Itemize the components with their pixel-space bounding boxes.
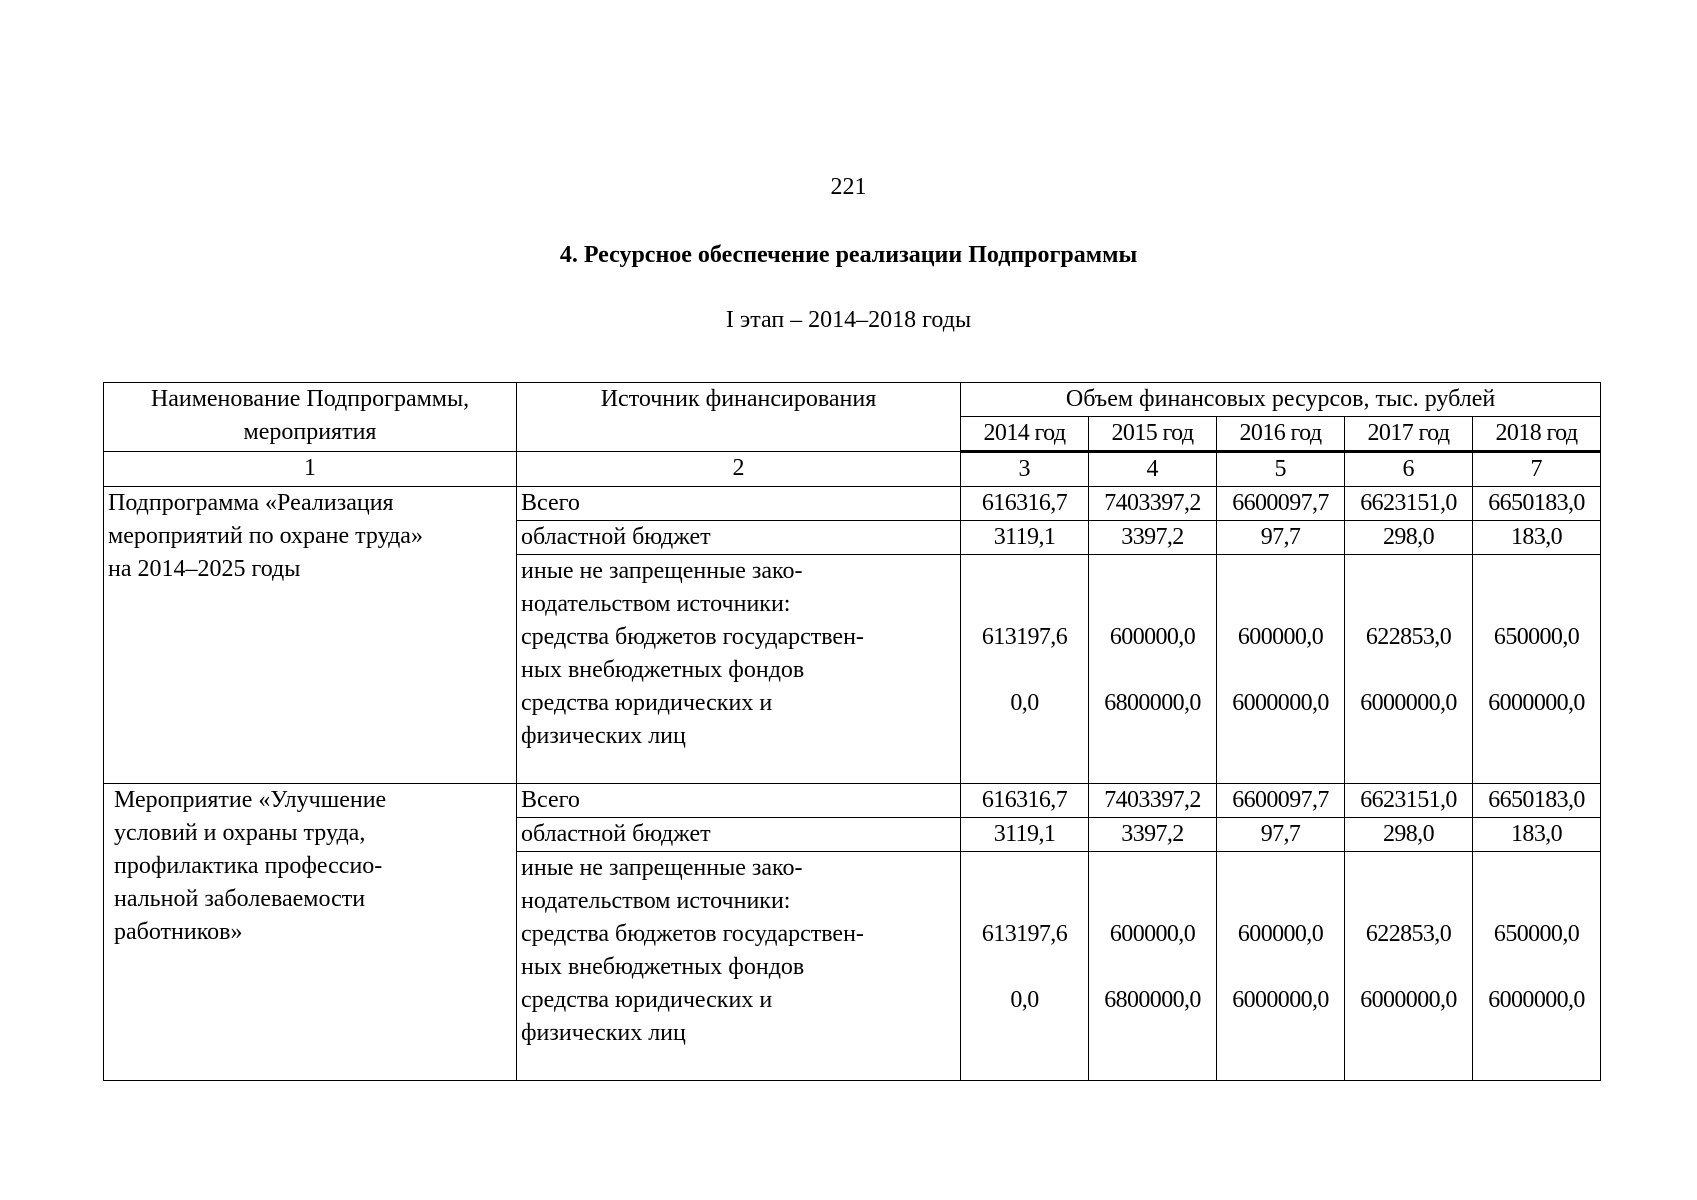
value-cell: 6650183,0 [1473,487,1601,521]
value-cell: 298,0 [1345,521,1473,555]
source-label: Всего [517,784,961,818]
source-line: нодательством источники: [521,888,791,914]
column-number: 7 [1473,452,1601,487]
value-cell-stack [1345,555,1473,784]
value-cell-stack [961,852,1089,1081]
column-number: 6 [1345,452,1473,487]
source-line: физических лиц [521,723,686,749]
value-cell-stack [1473,555,1601,784]
value-funds: 650000,0 [1493,624,1580,650]
value-cell: 3119,1 [961,818,1089,852]
column-number: 3 [961,452,1089,487]
value-legal: 0,0 [1010,987,1039,1013]
value-cell-stack [1217,555,1345,784]
value-funds: 600000,0 [1109,624,1196,650]
value-cell: 7403397,2 [1089,487,1217,521]
source-line: нодательством источники: [521,591,791,617]
value-funds: 650000,0 [1493,921,1580,947]
column-number: 2 [517,452,961,487]
value-funds: 622853,0 [1365,921,1452,947]
value-cell: 97,7 [1217,818,1345,852]
value-cell: 6623151,0 [1345,487,1473,521]
column-number-row [104,452,1601,487]
value-legal: 6000000,0 [1232,690,1329,716]
name-line: работников» [114,919,243,945]
header-source-cell: Источник финансирования [517,383,961,452]
header-name-cell [104,383,517,452]
value-legal: 6000000,0 [1488,987,1585,1013]
value-funds: 600000,0 [1237,921,1324,947]
header-year: 2015 год [1089,417,1217,452]
table-row-total [104,784,1601,818]
value-cell: 616316,7 [961,784,1089,818]
header-year: 2014 год [961,417,1089,452]
value-cell: 7403397,2 [1089,784,1217,818]
value-legal: 6000000,0 [1360,690,1457,716]
name-line: на 2014–2025 годы [108,556,301,582]
source-line: ных внебюджетных фондов [521,657,805,683]
name-line: Мероприятие «Улучшение [114,787,387,813]
value-cell: 6600097,7 [1217,784,1345,818]
value-funds: 600000,0 [1237,624,1324,650]
source-line: иные не запрещенные зако- [521,855,803,881]
value-legal: 6800000,0 [1104,690,1201,716]
value-cell-stack [961,555,1089,784]
value-cell: 298,0 [1345,818,1473,852]
value-cell-stack [1089,555,1217,784]
value-funds: 600000,0 [1109,921,1196,947]
document-subtitle: I этап – 2014–2018 годы [725,307,972,333]
value-cell: 616316,7 [961,487,1089,521]
column-number: 1 [104,452,517,487]
value-cell: 6650183,0 [1473,784,1601,818]
column-number: 5 [1217,452,1345,487]
value-legal: 6000000,0 [1232,987,1329,1013]
header-name-line: мероприятия [243,419,377,445]
source-line: средства юридических и [521,690,773,716]
value-legal: 6000000,0 [1488,690,1585,716]
value-funds: 613197,6 [981,921,1068,947]
value-legal: 0,0 [1010,690,1039,716]
source-line: иные не запрещенные зако- [521,558,803,584]
source-label: областной бюджет [517,521,961,555]
header-year: 2017 год [1345,417,1473,452]
value-cell: 3119,1 [961,521,1089,555]
source-label: Всего [517,487,961,521]
value-cell: 3397,2 [1089,818,1217,852]
subprogram-name-cell [104,487,517,784]
header-year: 2018 год [1473,417,1601,452]
value-legal: 6800000,0 [1104,987,1201,1013]
other-sources-cell [517,852,961,1081]
value-cell: 97,7 [1217,521,1345,555]
source-label: областной бюджет [517,818,961,852]
activity-name-cell [104,784,517,1081]
column-number: 4 [1089,452,1217,487]
value-cell-stack [1345,852,1473,1081]
value-cell: 6600097,7 [1217,487,1345,521]
source-line: физических лиц [521,1020,686,1046]
value-cell: 3397,2 [1089,521,1217,555]
value-funds: 613197,6 [981,624,1068,650]
header-year: 2016 год [1217,417,1345,452]
value-cell-stack [1217,852,1345,1081]
name-line: Подпрограмма «Реализация [108,490,394,516]
value-cell-stack [1089,852,1217,1081]
header-volume-cell: Объем финансовых ресурсов, тыс. рублей [961,383,1601,417]
source-line: ных внебюджетных фондов [521,954,805,980]
source-line: средства бюджетов государствен- [521,624,864,650]
value-cell-stack [1473,852,1601,1081]
document-title: 4. Ресурсное обеспечение реализации Подпрограммы [559,242,1138,268]
name-line: мероприятий по охране труда» [108,523,423,549]
resources-table [103,382,1601,1081]
value-legal: 6000000,0 [1360,987,1457,1013]
header-row-1 [104,383,1601,417]
name-line: нальной заболеваемости [114,886,366,912]
value-funds: 622853,0 [1365,624,1452,650]
table-row-total [104,487,1601,521]
source-line: средства юридических и [521,987,773,1013]
other-sources-cell [517,555,961,784]
value-cell: 6623151,0 [1345,784,1473,818]
name-line: профилактика профессио- [114,853,383,879]
header-name-line: Наименование Подпрограммы, [150,386,470,412]
value-cell: 183,0 [1473,818,1601,852]
page-number: 221 [830,174,867,200]
source-line: средства бюджетов государствен- [521,921,864,947]
value-cell: 183,0 [1473,521,1601,555]
name-line: условий и охраны труда, [114,820,366,846]
